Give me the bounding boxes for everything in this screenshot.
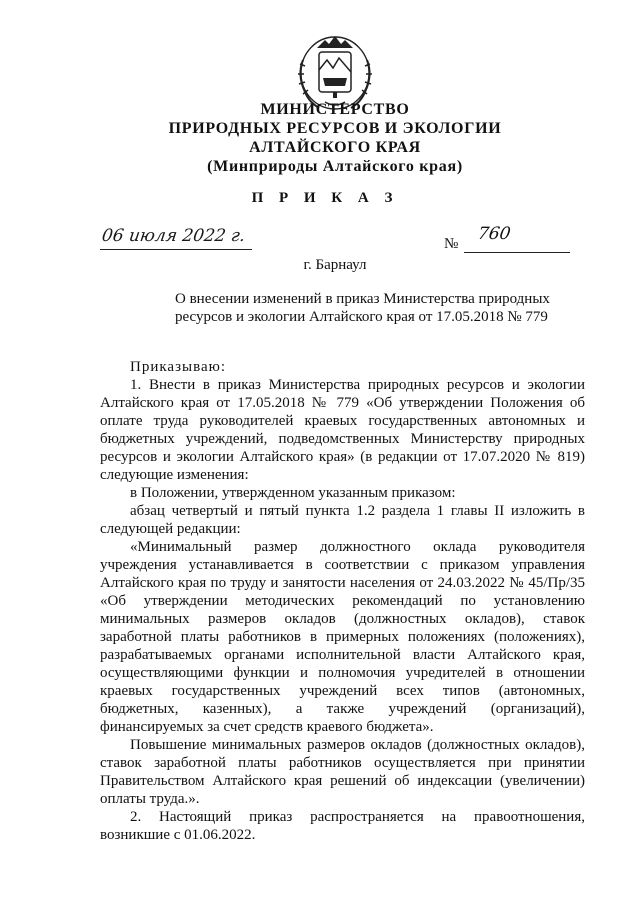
body-paragraph-1: 1. Внести в приказ Министерства природных ресурсов и экологии Алтайского края от 17.05.2018 № 779 «Об утверждении Положения об оплате труда руководителей краевых государственных автономных и бюджетных учреждений, подведомственных Министерству природных ресурсов и экологии Алтайского края» (в редакции от 17.07.2020 № 819) следующие изменения:: [100, 377, 585, 483]
order-date: 06 июля 2022 г.: [100, 226, 247, 246]
header-line-1: МИНИСТЕРСТВО: [260, 101, 410, 118]
order-body: [100, 358, 585, 844]
order-number: 760: [476, 224, 512, 244]
date-underline: [100, 249, 252, 250]
header-line-3: АЛТАЙСКОГО КРАЯ: [249, 139, 421, 156]
body-paragraph-2: в Положении, утвержденном указанным приказом:: [130, 485, 456, 501]
body-lead: Приказываю:: [130, 359, 226, 375]
body-paragraph-4: «Минимальный размер должностного оклада руководителя учреждения устанавливается в соответствии с приказом управления Алтайского края по труду и занятости населения от 24.03.2022 № 45/Пр/35 «Об утверждении методических рекомендаций по установлению минимальных размеров окладов (должностных окладов), ставок заработной платы работников в примерных положениях (положениях), разрабатываемых органами исполнительной власти Алтайского края, осуществляющими функции и полномочия учредителей в отношении краевых государственных учреждений всех типов (автономных, бюджетных, казенных), а также учреждений (организаций), финансируемых за счет средств краевого бюджета».: [100, 539, 585, 735]
city: г. Барнаул: [303, 257, 367, 273]
number-underline: [464, 252, 570, 253]
body-paragraph-6: 2. Настоящий приказ распространяется на правоотношения, возникшие с 01.06.2022.: [100, 809, 585, 843]
number-label: №: [444, 236, 459, 252]
body-paragraph-3: абзац четвертый и пятый пункта 1.2 раздела 1 главы II изложить в следующей редакции:: [100, 503, 585, 537]
order-subject: О внесении изменений в приказ Министерства природных ресурсов и экологии Алтайского края от 17.05.2018 № 779: [175, 291, 550, 325]
body-paragraph-5: Повышение минимальных размеров окладов (должностных окладов), ставок заработной платы работников осуществляется при принятии Правительством Алтайского края решений об индексации (увеличении) оплаты труда.».: [100, 737, 585, 807]
order-title: П Р И К А З: [251, 190, 399, 206]
ministry-header: [0, 100, 640, 176]
header-line-2: ПРИРОДНЫХ РЕСУРСОВ И ЭКОЛОГИИ: [168, 120, 502, 137]
header-line-4: (Минприроды Алтайского края): [207, 158, 463, 175]
